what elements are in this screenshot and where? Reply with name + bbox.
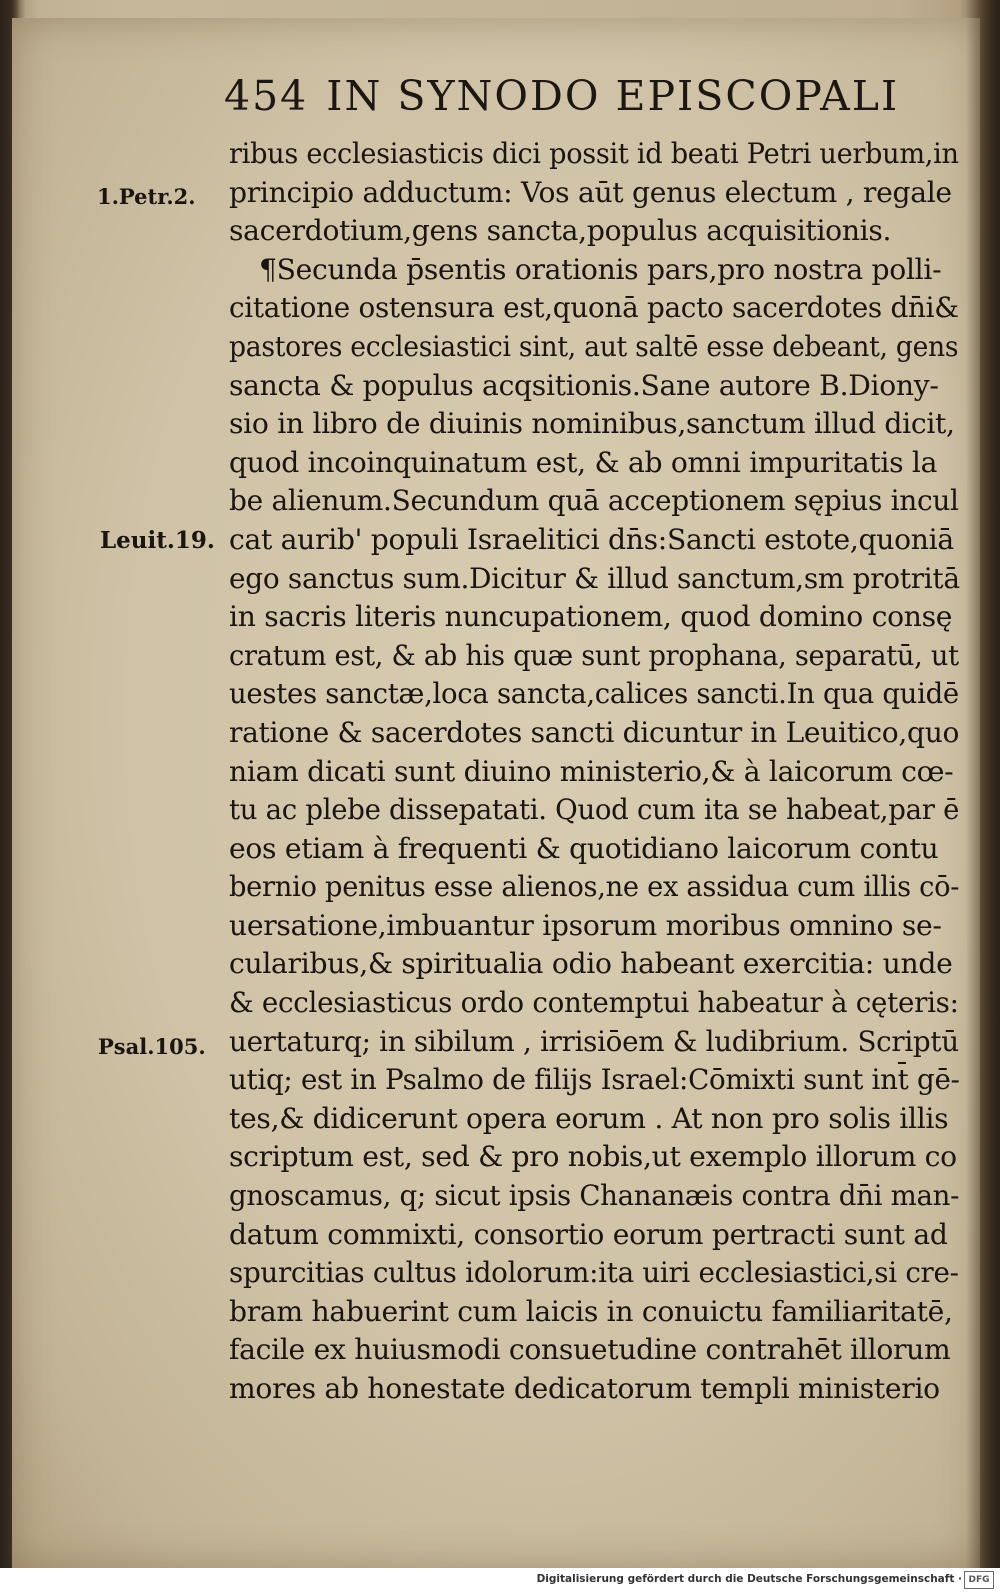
text-line: gnoscamus, q; sicut ipsis Chananæis contra dn̄i man- (229, 1179, 960, 1213)
text-line: sacerdotium,gens sancta,populus acquisitionis. (229, 214, 892, 248)
text-line: cularibus,& spiritualia odio habeant exercitia: unde (229, 947, 953, 981)
text-line: datum commixti, consortio eorum pertracti sunt ad (229, 1217, 948, 1251)
running-header (224, 72, 900, 132)
text-line: eos etiam à frequenti & quotidiano laicorum contu (229, 831, 939, 865)
text-line: facile ex huiusmodi consuetudine contrahēt illorum (229, 1333, 951, 1367)
text-line: sio in libro de diuinis nominibus,sanctum illud dicit, (229, 407, 955, 441)
text-line: niam dicati sunt diuino ministerio,& à laicorum cœ- (229, 754, 954, 788)
text-line: bram habuerint cum laicis in conuictu familiaritatē, (229, 1294, 953, 1328)
text-line: be alienum.Secundum quā acceptionem sępius incul (229, 484, 959, 518)
text-line: utiq; est in Psalmo de filijs Israel:Cōmixti sunt int̄ gē- (229, 1063, 960, 1097)
running-title: IN SYNODO EPISCOPALI (326, 72, 900, 120)
text-line: mores ab honestate dedicatorum templi ministerio (229, 1372, 940, 1405)
text-line: ¶Secunda p̄sentis orationis pars,pro nostra polli- (259, 252, 942, 286)
margin-note-psal: Psal.105. (98, 1034, 206, 1059)
text-line: in sacris literis nuncupationem, quod domino consę (229, 600, 953, 634)
dfg-logo: DFG (964, 1571, 994, 1589)
margin-note-petr: 1.Petr.2. (97, 184, 196, 209)
text-line: sancta & populus acqsitionis.Sane autore B.Diony- (229, 368, 939, 402)
text-line: uersatione,imbuantur ipsorum moribus omnino se- (229, 908, 942, 942)
text-line: spurcitias cultus idolorum:ita uiri ecclesiastici,si cre- (229, 1256, 959, 1290)
funding-credit: Digitalisierung gefördert durch die Deutsche Forschungsgemeinschaft · (536, 1573, 962, 1585)
text-line: uestes sanctæ,loca sancta,calices sancti.In qua quidē (229, 677, 959, 711)
text-line: ratione & sacerdotes sancti dicuntur in Leuitico,quo (229, 715, 960, 749)
text-line: scriptum est, sed & pro nobis,ut exemplo illorum co (229, 1140, 957, 1174)
margin-note-leuit: Leuit.19. (100, 527, 215, 554)
digitization-footer (0, 1568, 1000, 1593)
text-line: tes,& didicerunt opera eorum . At non pro solis illis (229, 1101, 949, 1135)
text-line: bernio penitus esse alienos,ne ex assidua cum illis cō- (229, 870, 960, 904)
text-line: ribus ecclesiasticis dici possit id beati Petri uerbum,in (229, 137, 959, 170)
text-line: tu ac plebe dissepatati. Quod cum ita se habeat,par ē (229, 793, 960, 827)
binding-shadow (966, 0, 1000, 1568)
text-line: principio adductum: Vos aūt genus electum , regale (229, 175, 952, 209)
text-line: citatione ostensura est,quonā pacto sacerdotes dn̄i& (229, 291, 959, 325)
text-line: & ecclesiasticus ordo contemptui habeatur à cęteris: (229, 986, 959, 1020)
body-text (229, 135, 959, 1409)
text-line: cratum est, & ab his quæ sunt prophana, separatū, ut (229, 638, 959, 672)
text-line: quod incoinquinatum est, & ab omni impuritatis la (229, 445, 938, 479)
text-line: cat aurib' populi Israelitici dn̄s:Sancti estote,quoniā (229, 522, 954, 556)
text-line: pastores ecclesiastici sint, aut saltē esse debeant, gens (229, 329, 959, 363)
page-number: 454 (224, 72, 309, 120)
text-line: ego sanctus sum.Dicitur & illud sanctum,sm protritā (229, 561, 960, 595)
text-line: uertaturq; in sibilum , irrisiōem & ludibrium. Scriptū (229, 1024, 959, 1058)
